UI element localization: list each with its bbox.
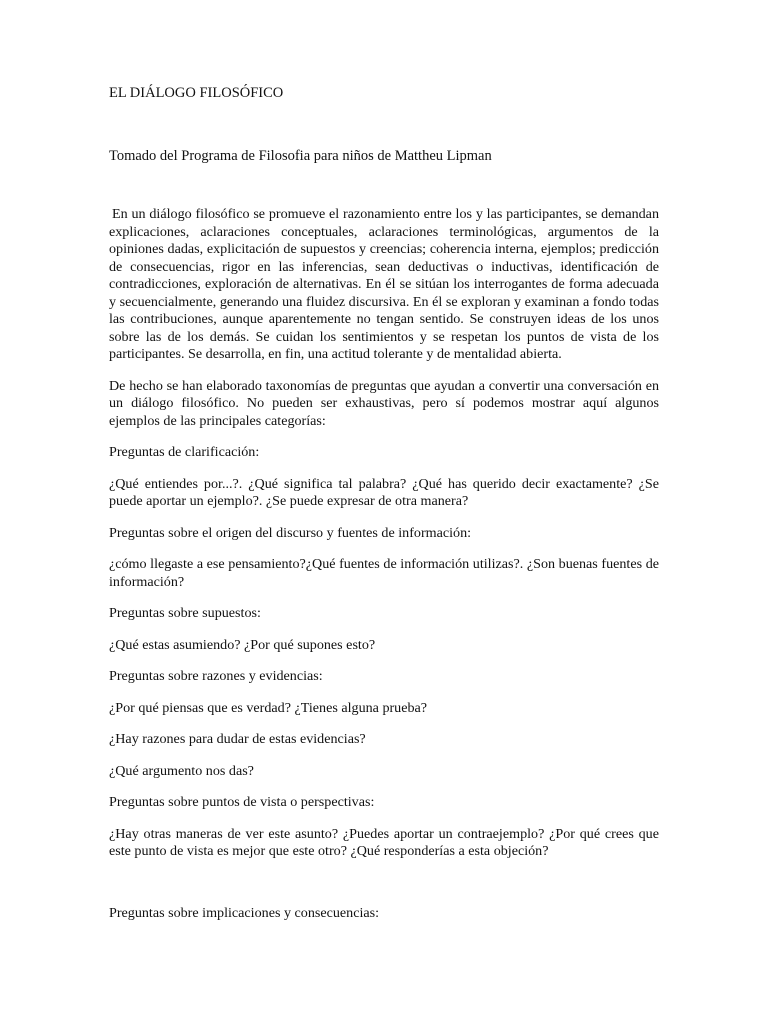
- assumption-questions: ¿Qué estas asumiendo? ¿Por qué supones esto?: [109, 636, 376, 653]
- origin-questions: ¿cómo llegaste a ese pensamiento?¿Qué fuentes de información utilizas?. ¿Son buenas fuentes de información?: [109, 556, 659, 590]
- reasons-question-1: ¿Por qué piensas que es verdad? ¿Tienes alguna prueba?: [109, 699, 428, 716]
- intro-paragraph: En un diálogo filosófico se promueve el razonamiento entre los y las participantes, se demandan explicaciones, aclaraciones conceptuales, aclaraciones terminológicas, argumentos de la opiniones dadas, explicitación de supuestos y creencias; coherencia interna, ejemplos; predicción de consecuencias, rigor en las inferencias, sean deductivas o inductivas, identificación de contradicciones, exploración de alternativas. En él se sitúan los interrogantes de forma adecuada y secuencialmente, generando una fluidez discursiva. En él se exploran y examinan a fondo todas las contribuciones, aunque aparentemente no tengan sentido. Se construyen ideas de los unos sobre las de los demás. Se cuidan los sentimientos y se respetan los puntos de vista de los participantes. Se desarrolla, en fin, una actitud tolerante y de mentalidad abierta.: [109, 206, 659, 362]
- section-heading-assumptions: Preguntas sobre supuestos:: [109, 605, 261, 621]
- section-heading-reasons: Preguntas sobre razones y evidencias:: [109, 668, 323, 684]
- document-subtitle: Tomado del Programa de Filosofia para niños de Mattheu Lipman: [109, 148, 492, 164]
- section-heading-viewpoints: Preguntas sobre puntos de vista o perspectivas:: [109, 794, 375, 810]
- section-heading-clarification: Preguntas de clarificación:: [109, 444, 260, 460]
- reasons-question-2: ¿Hay razones para dudar de estas evidencias?: [109, 731, 366, 747]
- taxonomy-paragraph: De hecho se han elaborado taxonomías de preguntas que ayudan a convertir una conversación en un diálogo filosófico. No pueden ser exhaustivas, pero sí podemos mostrar aquí algunos ejemplos de las principales categorías:: [109, 377, 659, 429]
- document-title: EL DIÁLOGO FILOSÓFICO: [109, 85, 284, 101]
- section-heading-implications: Preguntas sobre implicaciones y consecuencias:: [109, 904, 380, 921]
- reasons-question-3: ¿Qué argumento nos das?: [109, 762, 254, 779]
- document-body: [109, 206, 659, 936]
- clarification-questions: ¿Qué entiendes por...?. ¿Qué significa tal palabra? ¿Qué has querido decir exactamente? ¿Se puede aportar un ejemplo?. ¿Se puede expresar de otra manera?: [109, 475, 659, 509]
- section-heading-origin: Preguntas sobre el origen del discurso y fuentes de información:: [109, 524, 472, 541]
- viewpoint-questions: ¿Hay otras maneras de ver este asunto? ¿Puedes aportar un contraejemplo? ¿Por qué crees que este punto de vista es mejor que este otro? ¿Qué responderías a esta objeción?: [109, 825, 659, 859]
